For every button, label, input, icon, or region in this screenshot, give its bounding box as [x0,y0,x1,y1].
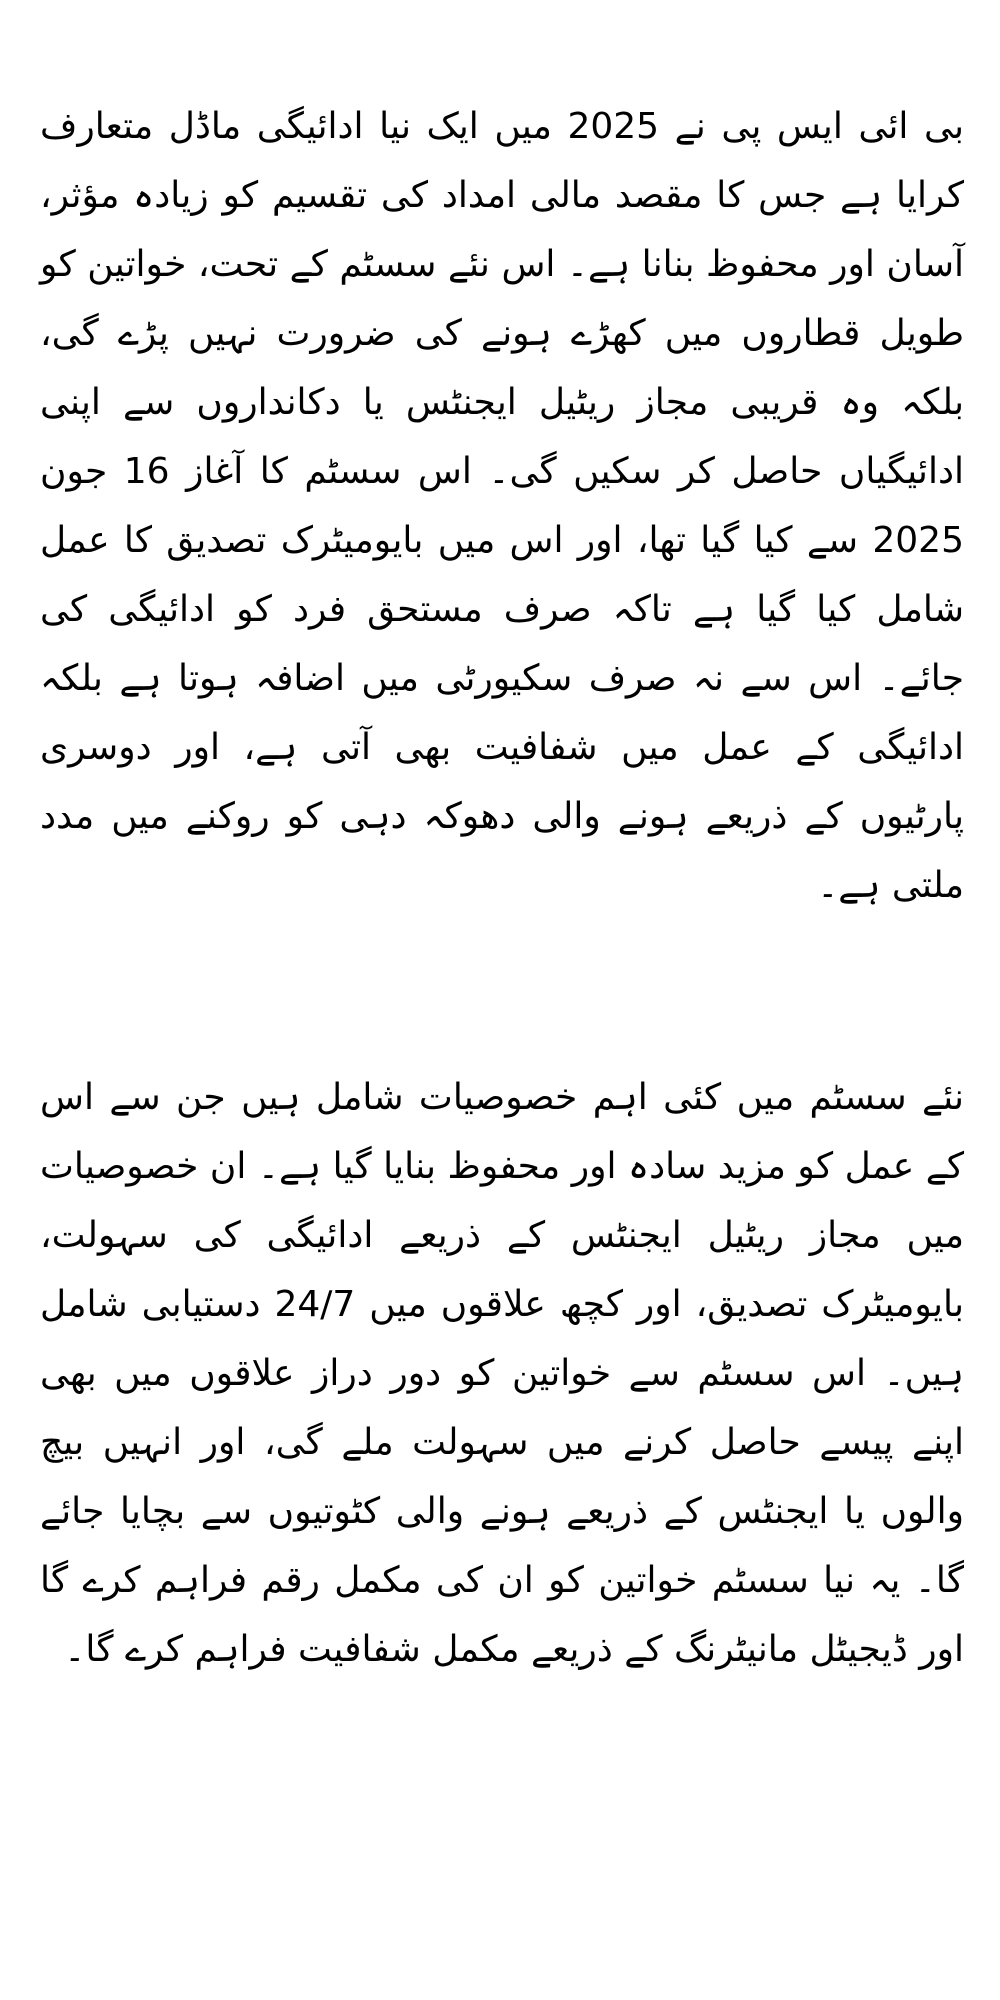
paragraph-1: بی ائی ایس پی نے 2025 میں ایک نیا ادائیگی ماڈل متعارف کرایا ہے جس کا مقصد مالی امداد کی تقسیم کو زیادہ مؤثر، آسان اور محفوظ بنانا ہے۔ اس نئے سسٹم کے تحت، خواتین کو طویل قطاروں میں کھڑے ہونے کی ضرورت نہیں پڑے گی، بلکہ وہ قریبی مجاز ریٹیل ایجنٹس یا دکانداروں سے اپنی ادائیگیاں حاصل کر سکیں گی۔ اس سسٹم کا آغاز 16 جون 2025 سے کیا گیا تھا، اور اس میں بایومیٹرک تصدیق کا عمل شامل کیا گیا ہے تاکہ صرف مستحق فرد کو ادائیگی کی جائے۔ اس سے نہ صرف سکیورٹی میں اضافہ ہوتا ہے بلکہ ادائیگی کے عمل میں شفافیت بھی آتی ہے، اور دوسری پارٹیوں کے ذریعے ہونے والی دھوکہ دہی کو روکنے میں مدد ملتی ہے۔ [40,106,965,906]
paragraph-2: نئے سسٹم میں کئی اہم خصوصیات شامل ہیں جن سے اس کے عمل کو مزید سادہ اور محفوظ بنایا گیا ہے۔ ان خصوصیات میں مجاز ریٹیل ایجنٹس کے ذریعے ادائیگی کی سہولت، بایومیٹرک تصدیق، اور کچھ علاقوں میں 24/7 دستیابی شامل ہیں۔ اس سسٹم سے خواتین کو دور دراز علاقوں میں بھی اپنے پیسے حاصل کرنے میں سہولت ملے گی، اور انہیں بیچ والوں یا ایجنٹس کے ذریعے ہونے والی کٹوتیوں سے بچایا جائے گا۔ یہ نیا سسٹم خواتین کو ان کی مکمل رقم فراہم کرے گا اور ڈیجیٹل مانیٹرنگ کے ذریعے مکمل شفافیت فراہم کرے گا۔ [40,1077,964,1670]
